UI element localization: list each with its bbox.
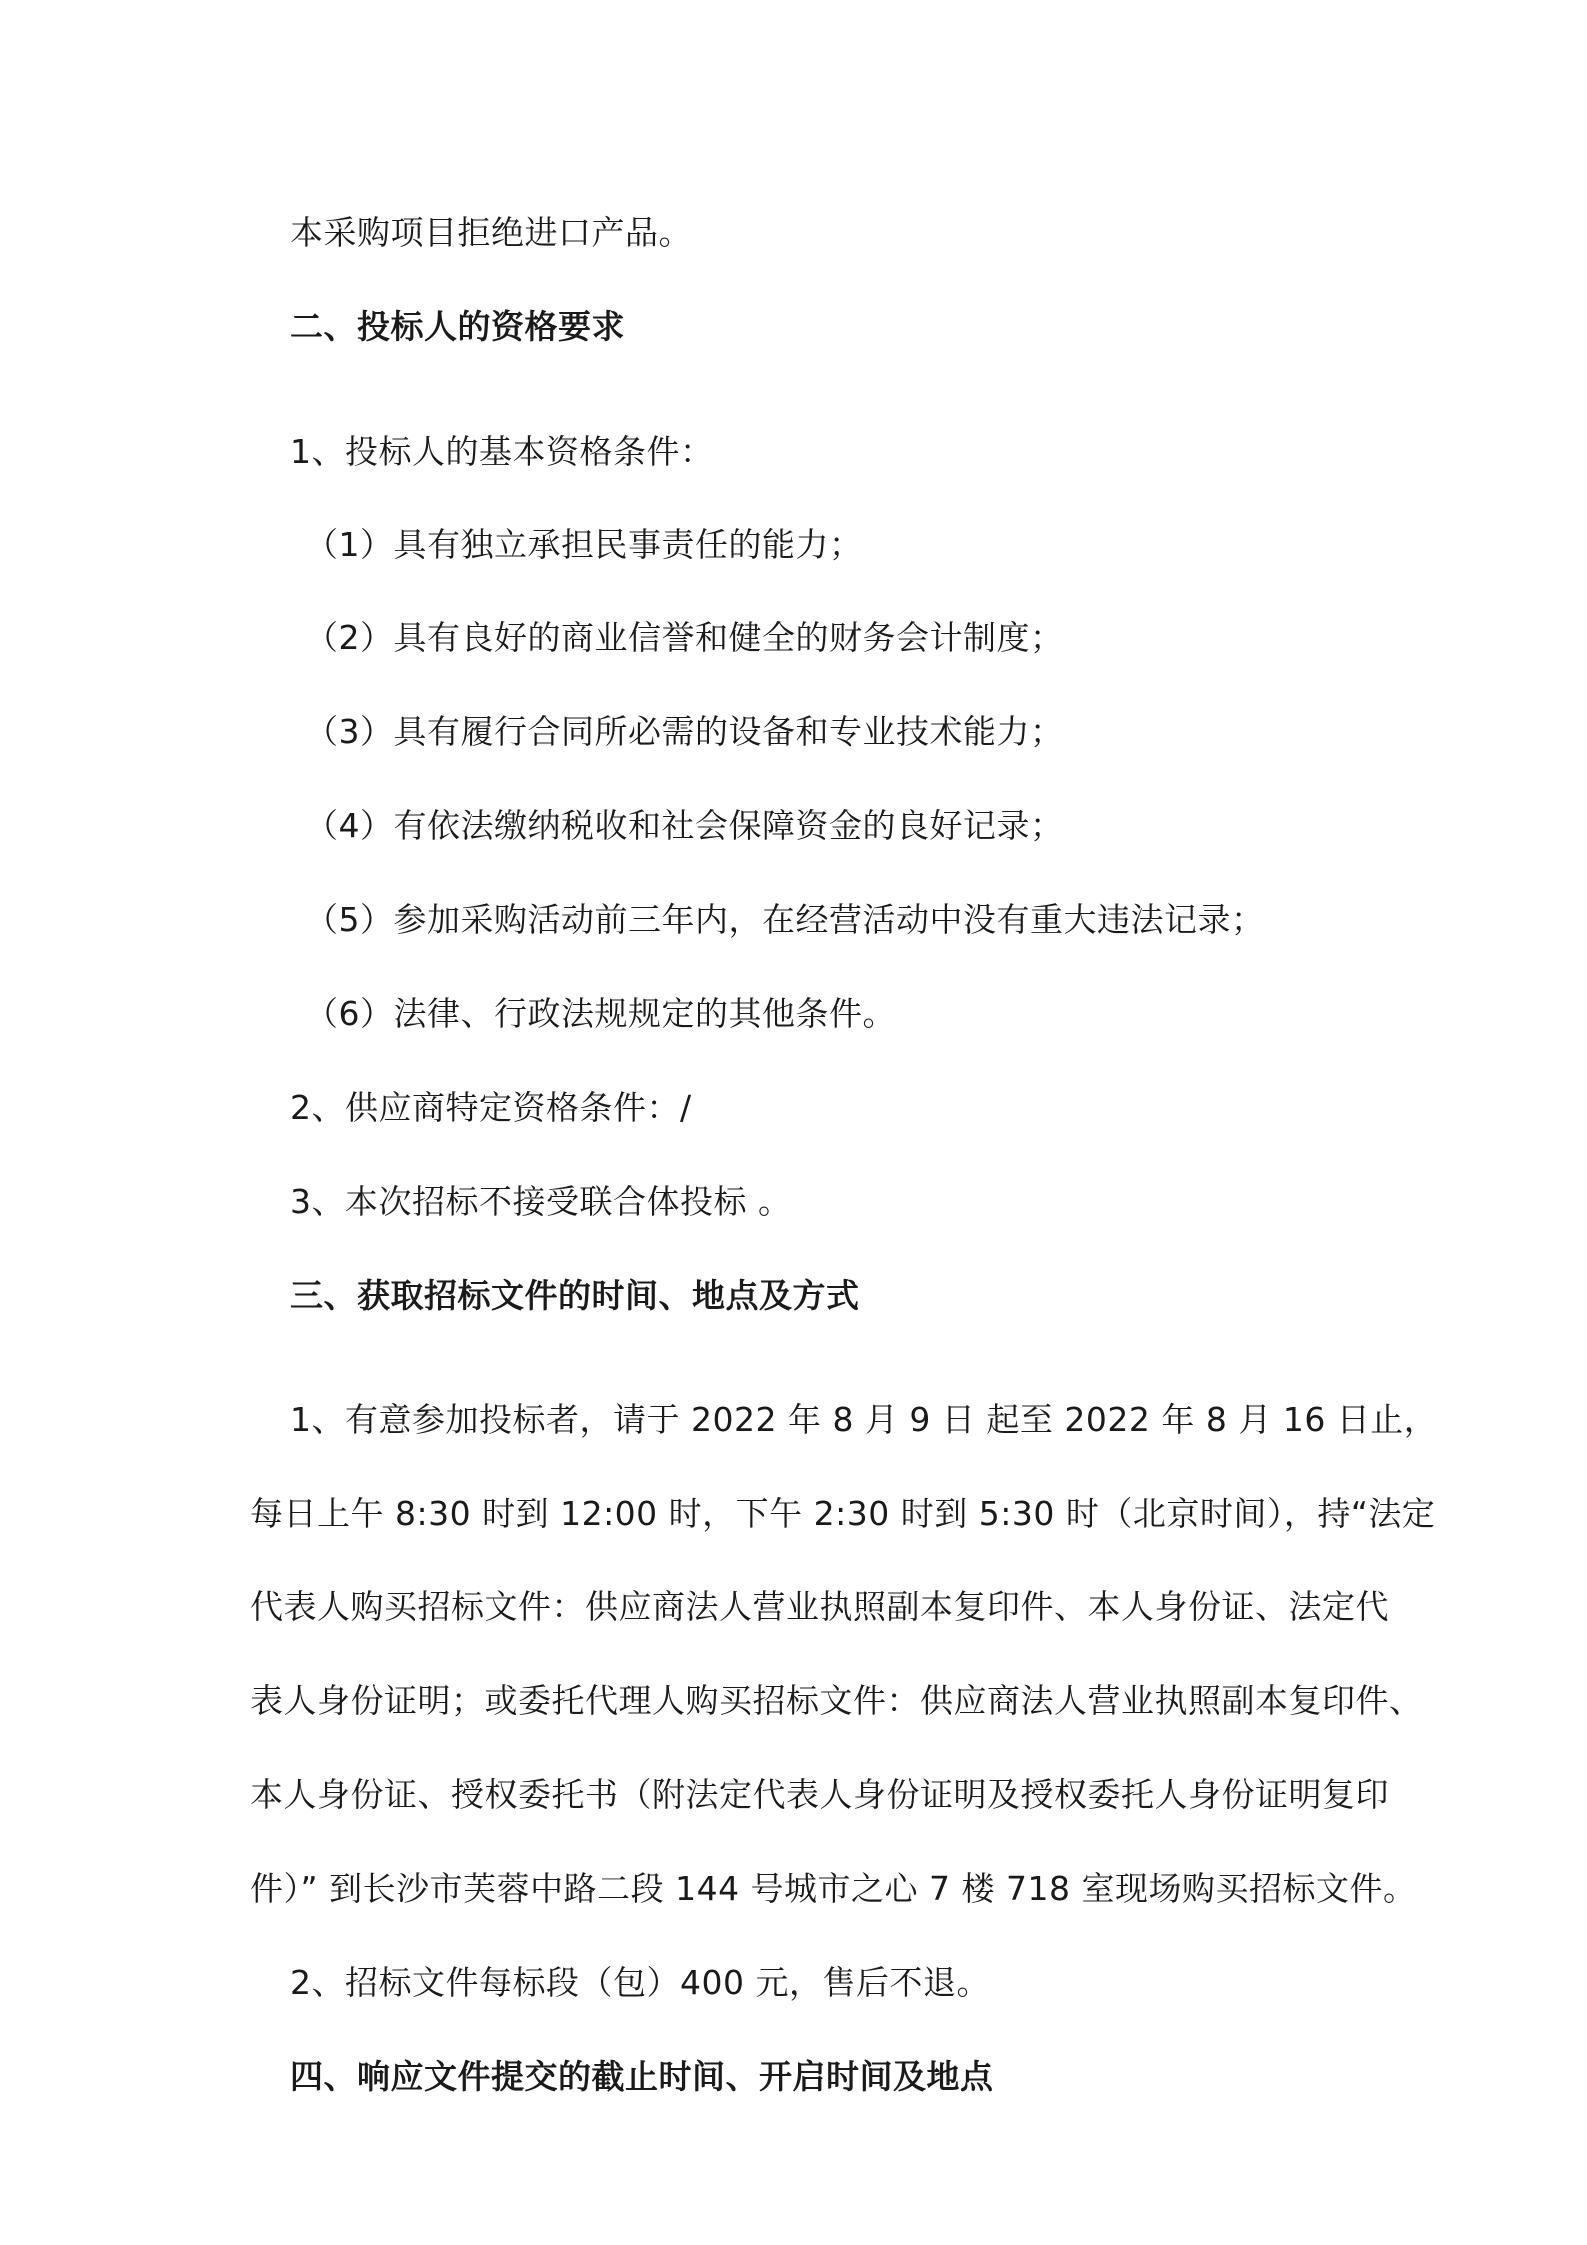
section-3-heading: 三、获取招标文件的时间、地点及方式	[290, 1276, 860, 1315]
condition-6: （6）法律、行政法规规定的其他条件。	[305, 994, 896, 1033]
condition-1: （1）具有独立承担民事责任的能力；	[305, 525, 863, 564]
acquisition-para-line-5: 本人身份证、授权委托书（附法定代表人身份证明及授权委托人身份证明复印	[250, 1775, 1389, 1814]
qualification-item-2: 2、供应商特定资格条件：/	[290, 1088, 692, 1127]
acquisition-para-line-1: 1、有意参加投标者，请于 2022 年 8 月 9 日 起至 2022 年 8 月 16 日止，	[290, 1400, 1438, 1439]
section-4-heading: 四、响应文件提交的截止时间、开启时间及地点	[290, 2057, 994, 2096]
acquisition-para-line-6: 件）” 到长沙市芙蓉中路二段 144 号城市之心 7 楼 718 室现场购买招标文件。	[250, 1869, 1417, 1908]
condition-3: （3）具有履行合同所必需的设备和专业技术能力；	[305, 712, 1064, 751]
fee-item: 2、招标文件每标段（包）400 元，售后不退。	[290, 1963, 990, 2002]
acquisition-para-line-3: 代表人购买招标文件：供应商法人营业执照副本复印件、本人身份证、法定代	[250, 1587, 1389, 1626]
intro-text: 本采购项目拒绝进口产品。	[290, 213, 692, 252]
acquisition-para-line-4: 表人身份证明；或委托代理人购买招标文件：供应商法人营业执照副本复印件、	[250, 1681, 1423, 1720]
qualification-item-1: 1、投标人的基本资格条件：	[290, 432, 714, 471]
condition-5: （5）参加采购活动前三年内，在经营活动中没有重大违法记录；	[305, 900, 1265, 939]
condition-4: （4）有依法缴纳税收和社会保障资金的良好记录；	[305, 806, 1064, 845]
qualification-item-3: 3、本次招标不接受联合体投标 。	[290, 1182, 792, 1221]
acquisition-para-line-2: 每日上午 8:30 时到 12:00 时，下午 2:30 时到 5:30 时（北京时间），持“法定	[250, 1494, 1436, 1533]
condition-2: （2）具有良好的商业信誉和健全的财务会计制度；	[305, 618, 1064, 657]
section-2-heading: 二、投标人的资格要求	[290, 307, 625, 346]
